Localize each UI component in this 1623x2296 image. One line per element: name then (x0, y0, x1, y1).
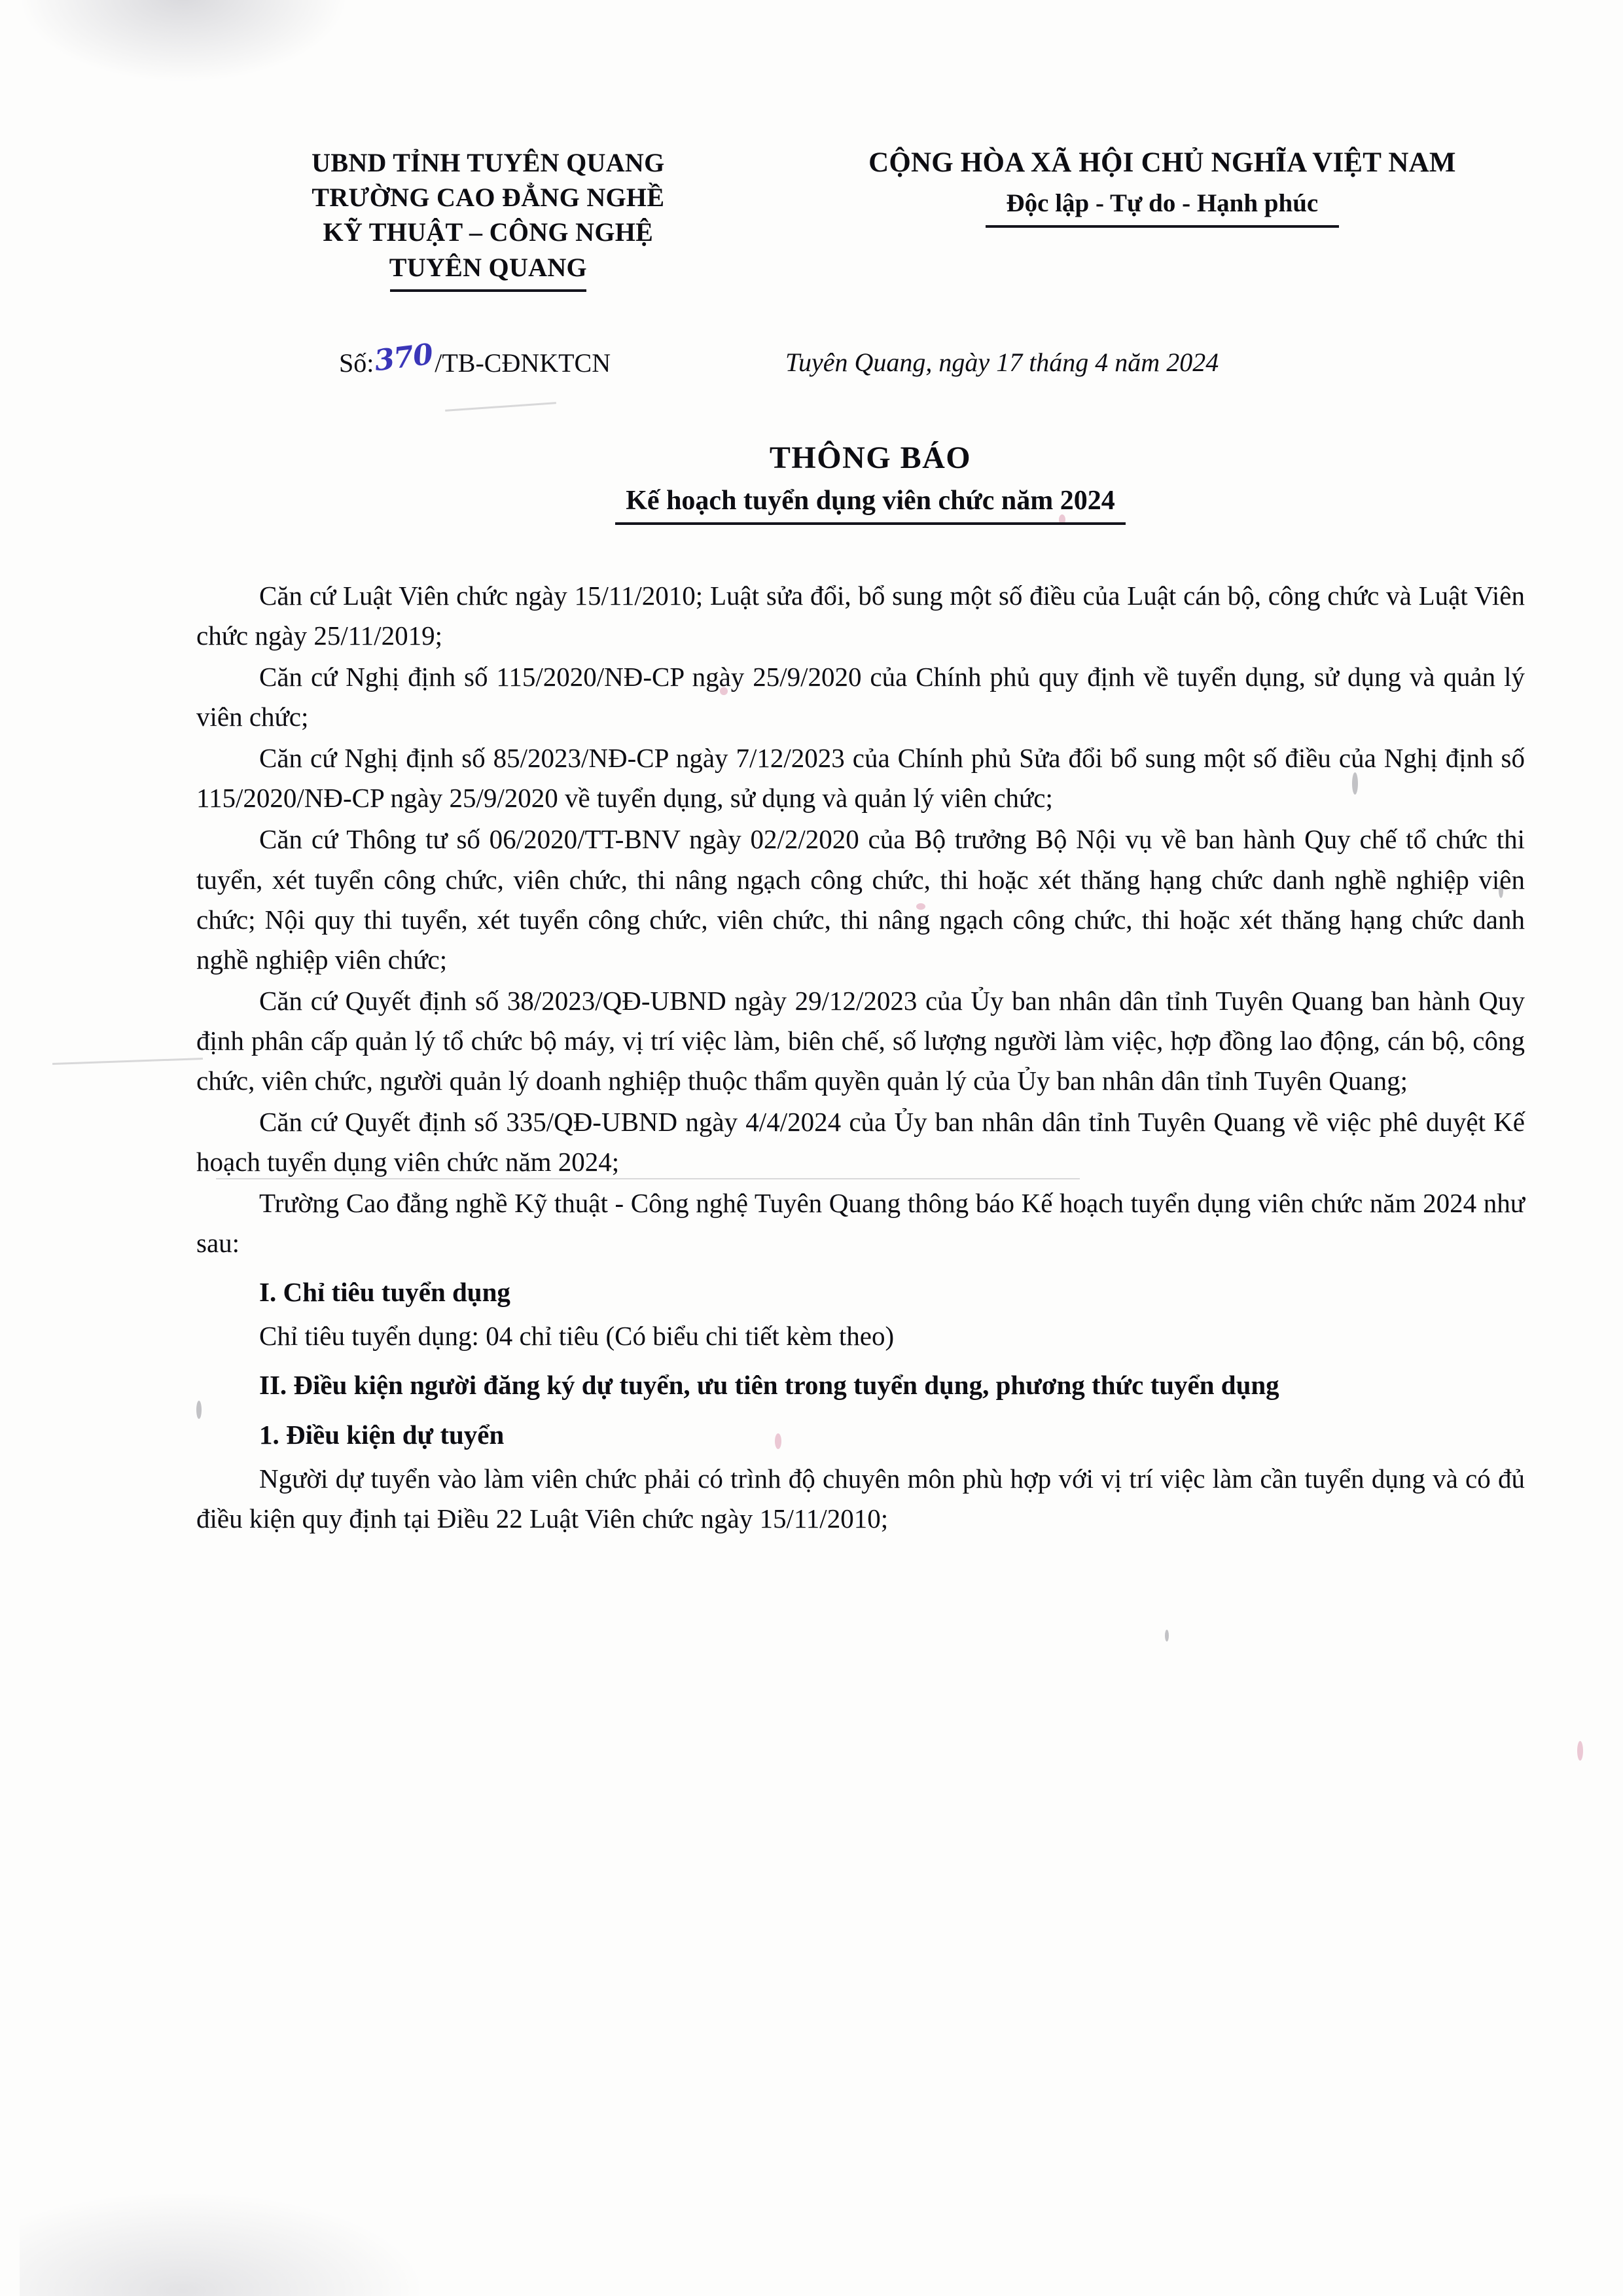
legal-basis-paragraph: Căn cứ Nghị định số 115/2020/NĐ-CP ngày 25/9/2020 của Chính phủ quy định về tuyển dụng, sử dụng và quản lý viên chức; (196, 662, 1525, 732)
legal-basis-paragraph: Căn cứ Thông tư số 06/2020/TT-BNV ngày 02/2/2020 của Bộ trưởng Bộ Nội vụ về ban hành Quy chế tổ chức thi tuyển, xét tuyển công chức, viên chức, thi nâng ngạch công chức, thi hoặc xét thăng hạng chức danh nghề nghiệp viên chức; Nội quy thi tuyển, xét tuyển công chức, viên chức, thi nâng ngạch công chức, thi hoặc xét thăng hạng chức danh nghề nghiệp viên chức; (196, 824, 1525, 975)
title-block (196, 440, 1544, 525)
subtitle-underline-rule (615, 522, 1126, 525)
section-ii-content: Người dự tuyển vào làm viên chức phải có trình độ chuyên môn phù hợp với vị trí việc làm cần tuyển dụng và có đủ điều kiện quy định tại Điều 22 Luật Viên chức ngày 15/11/2010; (196, 1463, 1525, 1534)
announcement-paragraph: Trường Cao đẳng nghề Kỹ thuật - Công nghệ Tuyên Quang thông báo Kế hoạch tuyển dụng viên chức năm 2024 như sau: (196, 1188, 1525, 1259)
section-heading-ii: II. Điều kiện người đăng ký dự tuyển, ưu tiên trong tuyển dụng, phương thức tuyển dụng (259, 1370, 1279, 1401)
handwritten-document-number: 370 (372, 337, 435, 378)
scan-artifact-line (52, 1058, 203, 1065)
section-i-content: Chỉ tiêu tuyển dụng: 04 chỉ tiêu (Có biểu chi tiết kèm theo) (259, 1321, 895, 1352)
document-number-label: Số: (339, 348, 374, 378)
org-line-1: UBND TỈNH TUYÊN QUANG (312, 148, 665, 177)
document-title: THÔNG BÁO (769, 440, 972, 475)
legal-basis-paragraph: Căn cứ Luật Viên chức ngày 15/11/2010; Luật sửa đổi, bổ sung một số điều của Luật cán bộ, công chức và Luật Viên chức ngày 25/11/2019; (196, 581, 1525, 651)
org-line-3: KỸ THUẬT – CÔNG NGHỆ (323, 217, 654, 247)
org-line-2: TRƯỜNG CAO ĐẲNG NGHỀ (312, 183, 665, 213)
document-body (196, 576, 1525, 1540)
legal-basis-paragraph: Căn cứ Nghị định số 85/2023/NĐ-CP ngày 7/12/2023 của Chính phủ Sửa đổi bổ sung một số điều của Nghị định số 115/2020/NĐ-CP ngày 25/9/2020 về tuyển dụng, sử dụng và quản lý viên chức; (196, 743, 1525, 814)
document-number-suffix: /TB-CĐNKTCN (435, 348, 611, 378)
place-and-date: Tuyên Quang, ngày 17 tháng 4 năm 2024 (785, 348, 1219, 377)
motto-underline-rule (986, 225, 1339, 228)
legal-basis-paragraph: Căn cứ Quyết định số 335/QĐ-UBND ngày 4/4/2024 của Ủy ban nhân dân tỉnh Tuyên Quang về việc phê duyệt Kế hoạch tuyển dụng viên chức năm 2024; (196, 1107, 1525, 1177)
document-content (196, 0, 1544, 2296)
section-heading-i: I. Chỉ tiêu tuyển dụng (259, 1277, 510, 1308)
section-ii-subheading-1: 1. Điều kiện dự tuyển (259, 1419, 505, 1450)
national-heading-block (760, 145, 1544, 228)
legal-basis-paragraph: Căn cứ Quyết định số 38/2023/QĐ-UBND ngày 29/12/2023 của Ủy ban nhân dân tỉnh Tuyên Quang ban hành Quy định phân cấp quản lý tổ chức bộ máy, vị trí việc làm, biên chế, số lượng người làm việc, hợp đồng lao động, cán bộ, công chức, viên chức, người quản lý doanh nghiệp thuộc thẩm quyền quản lý của Ủy ban nhân dân tỉnh Tuyên Quang; (196, 985, 1525, 1096)
document-number-line (339, 337, 611, 379)
document-meta-row (196, 337, 1544, 393)
scan-ink-speck (1577, 1741, 1583, 1761)
letterhead (196, 145, 1544, 292)
national-heading: CỘNG HÒA XÃ HỘI CHỦ NGHĨA VIỆT NAM (868, 147, 1456, 178)
org-line-4: TUYÊN QUANG (389, 252, 587, 282)
national-motto: Độc lập - Tự do - Hạnh phúc (1006, 188, 1319, 217)
issuing-organization-block (196, 145, 760, 292)
document-subtitle: Kế hoạch tuyển dụng viên chức năm 2024 (626, 486, 1115, 516)
org-underline-rule (390, 289, 586, 292)
